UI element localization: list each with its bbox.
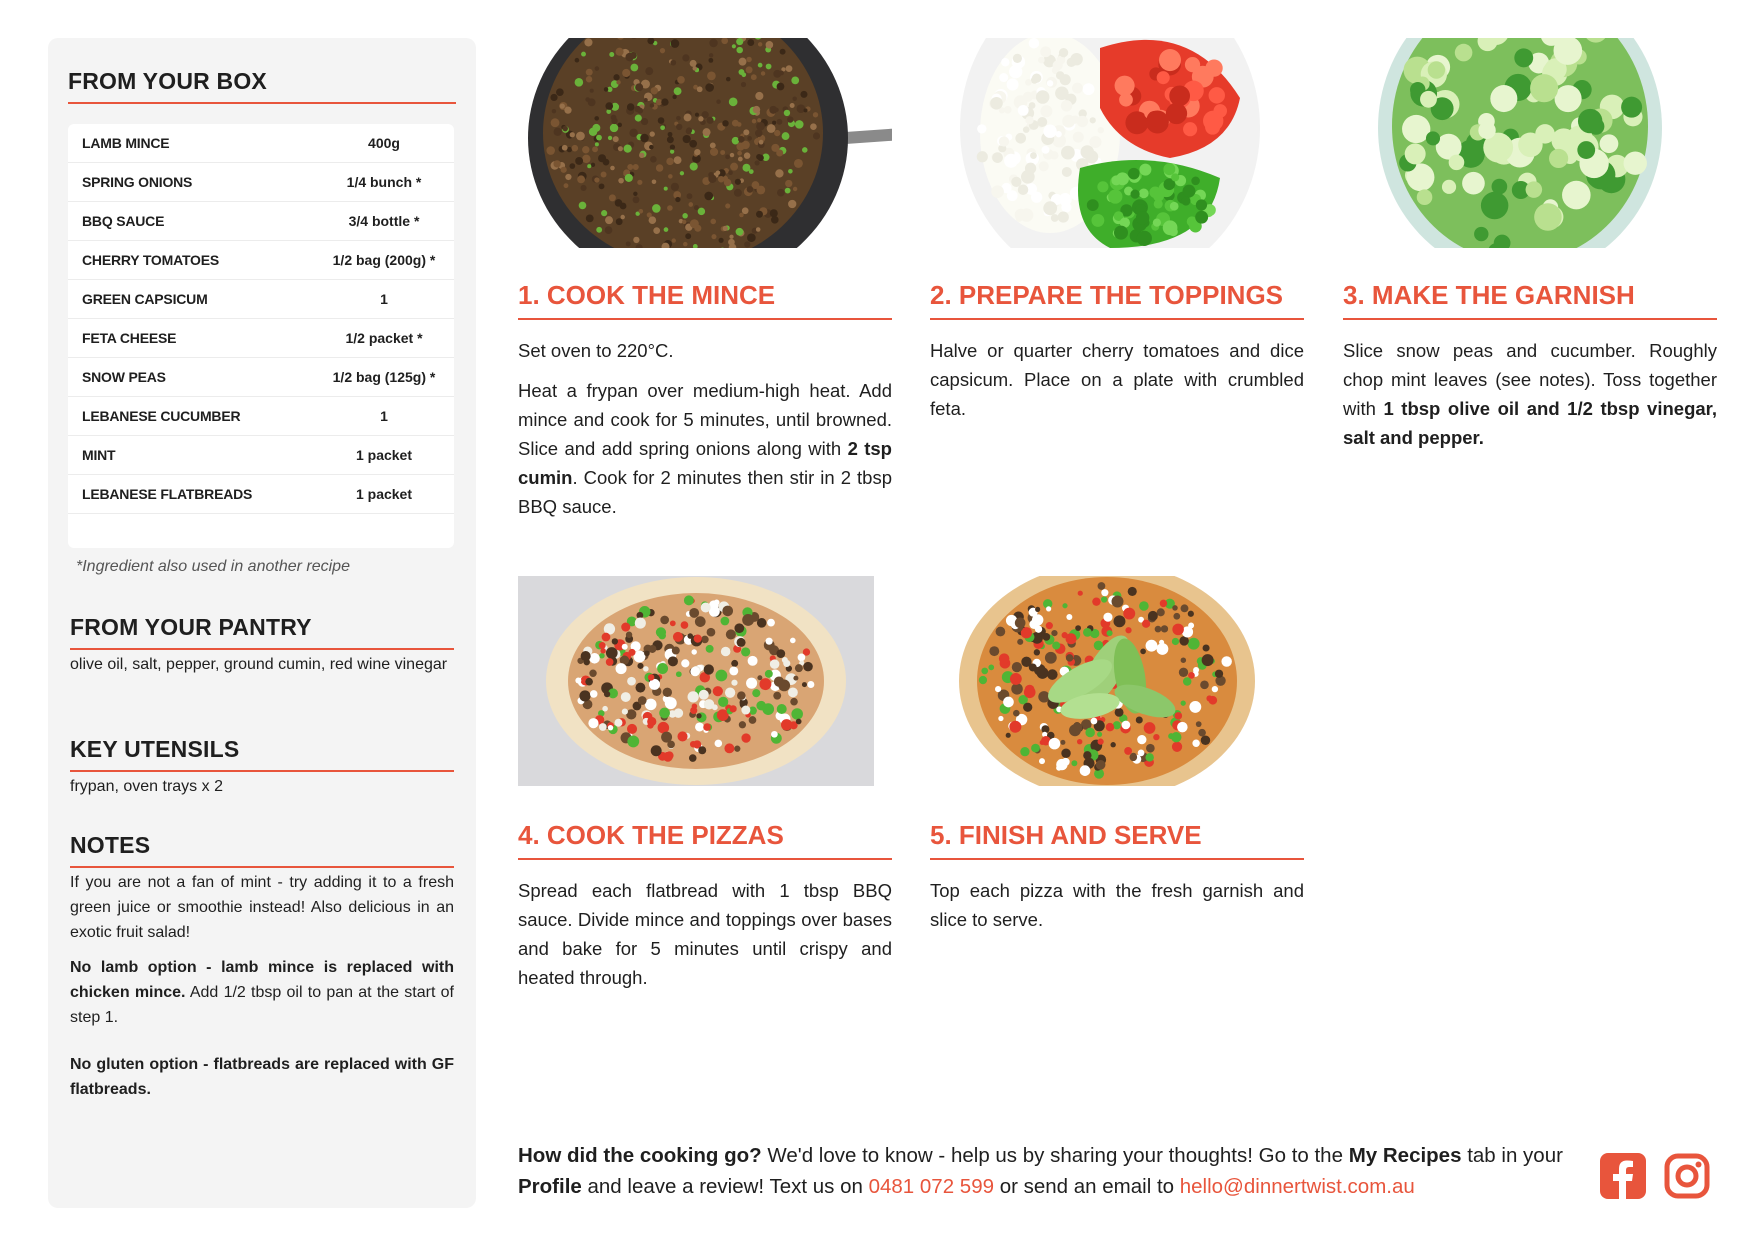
ingredient-row xyxy=(68,202,454,241)
ingredient-qty: 1 packet xyxy=(355,486,413,502)
phone-link[interactable]: 0481 072 599 xyxy=(868,1175,994,1198)
ingredient-qty: 1 xyxy=(380,291,388,307)
step-1-heading: 1. COOK THE MINCE xyxy=(518,278,892,320)
ingredient-name: SPRING ONIONS xyxy=(82,174,193,190)
step-2-heading: 2. PREPARE THE TOPPINGS xyxy=(930,278,1304,320)
step-3-heading: 3. MAKE THE GARNISH xyxy=(1343,278,1717,320)
ingredient-name: CHERRY TOMATOES xyxy=(82,252,220,268)
step-5-text: Top each pizza with the fresh garnish and slice to serve. xyxy=(930,880,1304,930)
instagram-icon[interactable] xyxy=(1664,1153,1710,1199)
step-3-text-b: 1 tbsp olive oil and 1/2 tbsp vinegar, salt and pepper. xyxy=(1343,398,1717,448)
ingredients-sidebar xyxy=(48,38,476,1208)
notes-2-rest: Add 1/2 tbsp oil to pan at the start of step 1. xyxy=(70,984,455,1026)
from-your-pantry-heading: FROM YOUR PANTRY xyxy=(70,612,454,650)
ingredient-name: BBQ SAUCE xyxy=(82,213,165,229)
ingredient-qty: 1/2 bag (200g) * xyxy=(332,252,436,268)
ingredient-row xyxy=(68,319,454,358)
ingredient-qty: 400g xyxy=(368,135,400,151)
utensils-text: frypan, oven trays x 2 xyxy=(70,778,223,795)
step-1-image xyxy=(518,38,892,248)
pantry-text: olive oil, salt, pepper, ground cumin, red wine vinegar xyxy=(70,656,448,673)
step-2-image xyxy=(930,38,1304,248)
email-link[interactable]: hello@dinnertwist.com.au xyxy=(1179,1175,1415,1198)
from-your-box-heading: FROM YOUR BOX xyxy=(68,66,456,104)
ingredient-row xyxy=(68,397,454,436)
step-1-cumin: 2 tsp cumin xyxy=(518,438,892,488)
ingredient-qty: 1/4 bunch * xyxy=(346,174,422,190)
ingredient-name: MINT xyxy=(82,447,116,463)
step-4-heading: 4. COOK THE PIZZAS xyxy=(518,818,892,860)
ingredient-row xyxy=(68,358,454,397)
ingredient-name: FETA CHEESE xyxy=(82,330,177,346)
ingredient-name: GREEN CAPSICUM xyxy=(82,291,208,307)
ingredient-row xyxy=(68,241,454,280)
step-5-image xyxy=(930,576,1304,786)
footer-text-3: and leave a review! Text us on xyxy=(581,1175,869,1198)
ingredients-table xyxy=(68,124,454,548)
key-utensils-heading: KEY UTENSILS xyxy=(70,734,454,772)
ingredient-qty: 1 xyxy=(380,408,388,424)
notes-paragraph-2 xyxy=(70,955,454,1030)
notes-2-bold: No lamb option - lamb mince is replaced with chicken mince. xyxy=(70,959,454,1001)
ingredient-qty: 1 packet xyxy=(355,447,413,463)
notes-3-bold: No gluten option - flatbreads are replaced with GF flatbreads. xyxy=(70,1056,454,1098)
ingredient-footnote: *Ingredient also used in another recipe xyxy=(76,558,350,575)
notes-paragraph-1: If you are not a fan of mint - try adding it to a fresh green juice or smoothie instead! Also delicious in an exotic fruit salad! xyxy=(70,874,454,941)
step-4-image xyxy=(518,576,874,786)
footer-text-2: tab in your xyxy=(1461,1144,1563,1167)
ingredient-name: LAMB MINCE xyxy=(82,135,170,151)
ingredient-row xyxy=(68,163,454,202)
feedback-footer xyxy=(518,1140,1578,1202)
step-3-text xyxy=(1343,336,1717,452)
step-4-text: Spread each flatbread with 1 tbsp BBQ sauce. Divide mince and toppings over bases and bake for 5 minutes until crispy and heated through. xyxy=(518,880,892,988)
footer-text-4: or send an email to xyxy=(994,1175,1180,1198)
step-1-text-2 xyxy=(518,376,892,521)
step-1-text-2a: Heat a frypan over medium-high heat. Add mince and cook for 5 minutes, until browned. Slice and add spring onions along with xyxy=(518,380,892,459)
ingredient-name: LEBANESE FLATBREADS xyxy=(82,486,253,502)
footer-text-1: We'd love to know - help us by sharing your thoughts! Go to the xyxy=(761,1144,1349,1167)
my-recipes-link[interactable]: My Recipes xyxy=(1348,1144,1462,1167)
facebook-icon[interactable] xyxy=(1600,1153,1646,1199)
step-3-text-a: Slice snow peas and cucumber. Roughly chop mint leaves (see notes). Toss together with xyxy=(1343,340,1717,419)
ingredient-row xyxy=(68,124,454,163)
ingredient-name: SNOW PEAS xyxy=(82,369,166,385)
ingredient-qty: 3/4 bottle * xyxy=(348,213,420,229)
ingredient-row xyxy=(68,436,454,475)
footer-question: How did the cooking go? xyxy=(518,1144,762,1167)
ingredient-row xyxy=(68,475,454,514)
step-5-heading: 5. FINISH AND SERVE xyxy=(930,818,1304,860)
notes-paragraph-3 xyxy=(70,1052,454,1102)
profile-link[interactable]: Profile xyxy=(518,1175,582,1198)
ingredient-row xyxy=(68,280,454,319)
ingredient-qty: 1/2 packet * xyxy=(345,330,423,346)
ingredient-name: LEBANESE CUCUMBER xyxy=(82,408,241,424)
step-3-image xyxy=(1343,38,1717,248)
step-1-text-2c: . Cook for 2 minutes then stir in 2 tbsp BBQ sauce. xyxy=(518,467,892,517)
ingredient-qty: 1/2 bag (125g) * xyxy=(332,369,436,385)
step-1-text-1: Set oven to 220°C. xyxy=(518,340,674,361)
step-2-text: Halve or quarter cherry tomatoes and dice capsicum. Place on a plate with crumbled feta. xyxy=(930,340,1304,419)
notes-heading: NOTES xyxy=(70,830,454,868)
